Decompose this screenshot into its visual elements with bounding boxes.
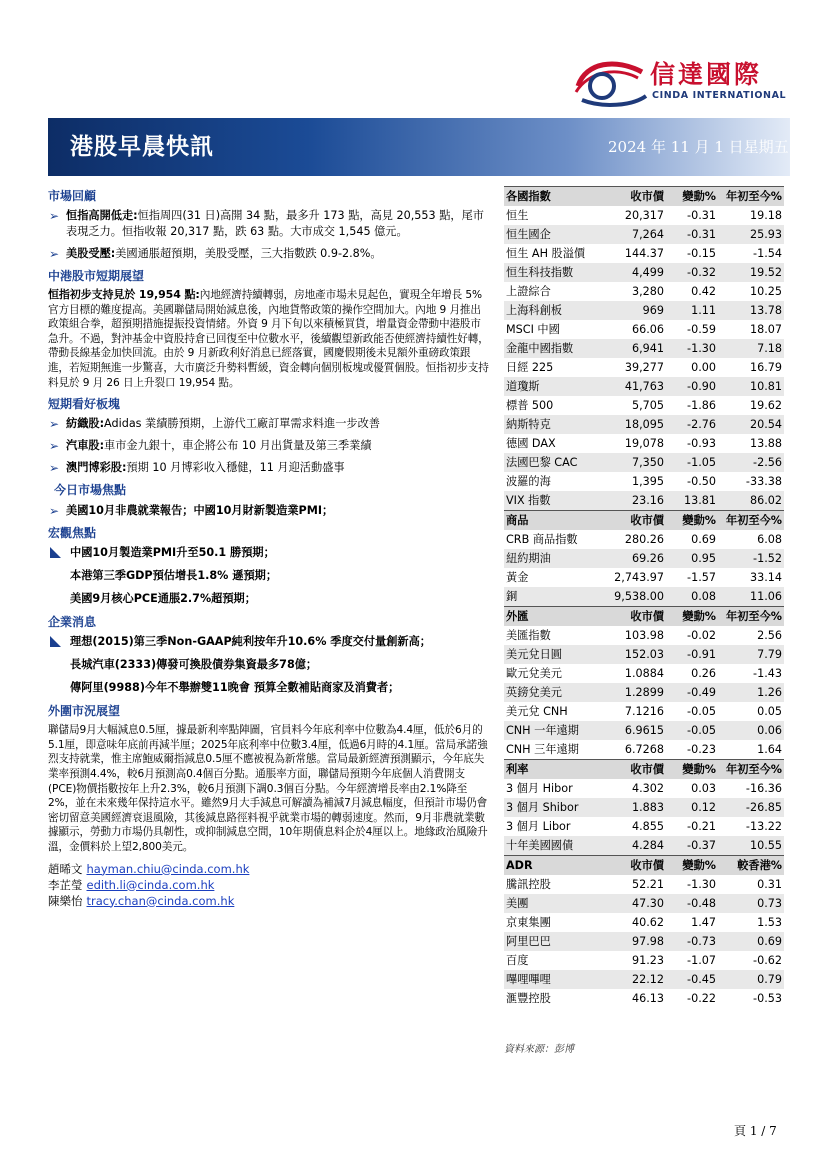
row-value: 6.9615 xyxy=(608,721,664,740)
row-value: 1.11 xyxy=(664,301,716,320)
paragraph-text: 內地經濟持續轉弱，房地產市場未見起色，實現全年增長 5%官方目標的難度提高。美國聯儲局開始減息後，內地貨幣政策的操作空間加大。內地 9 月推出政策組合拳，超預期措施提振投資情緒。外資 9 月下旬以來積極買貨，增量資金帶動中港股市急升。不過，對沖基金中資股持倉已回復至中位數水平，後續觀望新政能否使經濟持續性好轉，帶動長線基金加快回流。由於 9 月新政利好消息已經落實，國慶假期後未見額外重磅政策跟進，若短期無進一步驚喜，大市廣泛升勢料暫緩，資金轉向個別板塊或優質個股。恒指初步支持料見於 9 月 26 日上升裂口 19,954 點。 xyxy=(48,289,489,389)
row-value: -1.57 xyxy=(687,571,716,584)
table-row xyxy=(504,396,784,415)
table-row xyxy=(504,377,784,396)
row-label: 恒生 xyxy=(506,209,529,222)
row-label: 黃金 xyxy=(506,571,529,584)
row-label: CNH 三年遠期 xyxy=(506,743,579,756)
item-text: 恒指周四(31 日)高開 34 點，最多升 173 點，高見 20,553 點，尾市表現乏力。恒指收報 20,317 點，跌 63 點。大市成交 1,545 億元。 xyxy=(66,209,484,238)
row-value: 18.07 xyxy=(749,323,782,336)
row-value: 0.31 xyxy=(757,878,782,891)
arrow-bullet-icon: ➢ xyxy=(49,461,60,476)
row-value: 7,350 xyxy=(608,453,664,472)
header-cell: 收市價 xyxy=(608,187,664,207)
row-value: -0.45 xyxy=(664,970,716,989)
table-row xyxy=(504,282,784,301)
header-cell: 變動% xyxy=(664,856,716,876)
macro-item: 本港第三季GDP預估增長1.8% 遜預期； xyxy=(70,569,278,583)
row-label: VIX 指數 xyxy=(504,491,608,511)
row-value: -0.31 xyxy=(687,209,716,222)
row-value: -26.85 xyxy=(716,798,784,817)
row-label: 金龍中國指數 xyxy=(504,339,608,358)
row-value: 47.30 xyxy=(608,894,664,913)
row-value: 6.08 xyxy=(757,533,782,546)
row-value: 66.06 xyxy=(631,323,664,336)
item-bold: 汽車股: xyxy=(66,439,105,453)
item-text: 中國10月製造業PMI升至50.1 勝預期； xyxy=(70,546,275,560)
table-row xyxy=(504,970,784,989)
row-value: 0.12 xyxy=(664,798,716,817)
row-value: 13.88 xyxy=(749,437,782,450)
row-value: 39,277 xyxy=(624,361,664,374)
table-row xyxy=(504,453,784,472)
item-bold: 紡織股: xyxy=(66,417,105,431)
short-term-title: 中港股市短期展望 xyxy=(48,269,145,283)
row-value: -0.02 xyxy=(687,629,716,642)
row-label: 美元兌日圓 xyxy=(504,645,608,664)
row-label: 銅 xyxy=(504,587,608,607)
table-row xyxy=(504,836,784,856)
row-value: -0.15 xyxy=(687,247,716,260)
row-value: 0.06 xyxy=(716,721,784,740)
row-value: 91.23 xyxy=(631,954,664,967)
today-focus-item xyxy=(48,503,490,519)
row-value: 2.56 xyxy=(757,629,782,642)
row-value: 7.79 xyxy=(716,645,784,664)
contact-email-link[interactable]: tracy.chan@cinda.com.hk xyxy=(86,893,235,908)
arrow-bullet-icon: ➢ xyxy=(49,439,60,454)
row-value: -0.23 xyxy=(687,743,716,756)
macro-title: 宏觀焦點 xyxy=(48,526,97,541)
macro-item: 美國9月核心PCE通脹2.7%超預期； xyxy=(70,592,256,606)
row-label: CNH 一年遠期 xyxy=(504,721,608,740)
arrow-bullet-icon: ➢ xyxy=(49,209,60,223)
row-value: 5,705 xyxy=(631,399,664,412)
row-label: 騰訊控股 xyxy=(506,878,551,891)
item-bold: 美股受壓: xyxy=(66,247,116,260)
row-label: 3 個月 Libor xyxy=(506,820,571,833)
row-value: -0.05 xyxy=(687,705,716,718)
row-value: 3,280 xyxy=(631,285,664,298)
market-data-table xyxy=(504,186,784,1008)
row-value: 97.98 xyxy=(608,932,664,951)
arrow-bullet-icon: ➢ xyxy=(49,247,60,261)
table-row xyxy=(504,434,784,453)
table-row xyxy=(504,683,784,702)
header-cell: 收市價 xyxy=(608,511,664,531)
header-cell: 各國指數 xyxy=(504,187,608,207)
row-label: 十年美國國債 xyxy=(504,836,608,856)
row-value: 69.26 xyxy=(608,549,664,568)
table-row xyxy=(504,472,784,491)
page-number: 頁 1 / 7 xyxy=(734,1124,777,1138)
row-value: 10.81 xyxy=(716,377,784,396)
logo-text-en: CINDA INTERNATIONAL xyxy=(652,90,787,101)
row-label: 道瓊斯 xyxy=(504,377,608,396)
table-row xyxy=(504,645,784,664)
row-value: 0.95 xyxy=(664,549,716,568)
today-focus-title: 今日市場焦點 xyxy=(54,483,127,498)
table-row xyxy=(504,702,784,721)
row-value: -2.76 xyxy=(664,415,716,434)
row-label: 納斯特克 xyxy=(504,415,608,434)
row-value: 19.18 xyxy=(749,209,782,222)
row-value: 18,095 xyxy=(608,415,664,434)
table-row xyxy=(504,664,784,683)
row-value: 6,941 xyxy=(608,339,664,358)
table-row xyxy=(504,339,784,358)
row-value: -13.22 xyxy=(745,820,782,833)
row-value: 41,763 xyxy=(608,377,664,396)
row-value: -1.43 xyxy=(753,667,782,680)
row-value: -1.05 xyxy=(664,453,716,472)
header-cell: 變動% xyxy=(664,760,716,780)
table-row xyxy=(504,951,784,970)
header-cell: 年初至今% xyxy=(716,760,784,780)
paragraph-bold: 恒指初步支持見於 19,954 點: xyxy=(48,288,200,301)
row-label: 恒生科技指數 xyxy=(504,263,608,282)
row-value: 19,078 xyxy=(624,437,664,450)
table-section-header xyxy=(504,760,784,780)
row-value: -1.07 xyxy=(687,954,716,967)
row-value: 1,395 xyxy=(631,475,664,488)
sector-item xyxy=(48,416,490,432)
market-review-item xyxy=(48,208,490,240)
arrow-bullet-icon: ➢ xyxy=(49,417,60,432)
row-value: 19.52 xyxy=(716,263,784,282)
row-value: 1.47 xyxy=(691,916,716,929)
row-value: 52.21 xyxy=(631,878,664,891)
row-value: -16.36 xyxy=(745,782,782,795)
table-row xyxy=(504,263,784,282)
row-label: 德國 DAX xyxy=(506,437,556,450)
row-label: 百度 xyxy=(506,954,529,967)
row-value: 46.13 xyxy=(631,992,664,1005)
row-value: 23.16 xyxy=(608,491,664,511)
row-value: 20,317 xyxy=(624,209,664,222)
item-text: Adidas 業績勝預期，上游代工廠訂單需求料進一步改善 xyxy=(104,417,380,431)
table-row xyxy=(504,587,784,607)
table-row xyxy=(504,894,784,913)
row-value: 1.26 xyxy=(716,683,784,702)
sectors-title: 短期看好板塊 xyxy=(48,397,121,412)
row-label: 3 個月 Hibor xyxy=(506,782,573,795)
row-value: 0.42 xyxy=(691,285,716,298)
table-section-header xyxy=(504,511,784,531)
row-value: 33.14 xyxy=(749,571,782,584)
row-value: -0.93 xyxy=(687,437,716,450)
row-value: 0.69 xyxy=(716,932,784,951)
corporate-item: 傳阿里(9988)今年不舉辦雙11晚會 預算全數補貼商家及消費者； xyxy=(70,681,400,695)
header-cell: 收市價 xyxy=(608,607,664,627)
row-label: 美團 xyxy=(504,894,608,913)
row-value: 0.69 xyxy=(691,533,716,546)
table-row xyxy=(504,320,784,339)
item-text: 車市金九銀十，車企將公布 10 月出貨量及第三季業績 xyxy=(104,439,372,453)
left-column xyxy=(48,188,490,909)
row-value: -0.48 xyxy=(664,894,716,913)
arrow-bullet-icon: ➢ xyxy=(49,504,60,519)
row-value: -1.30 xyxy=(664,339,716,358)
row-value: -0.53 xyxy=(753,992,782,1005)
table-row xyxy=(504,301,784,320)
row-value: 0.05 xyxy=(757,705,782,718)
header-cell: 較香港% xyxy=(716,856,784,876)
header-cell: 商品 xyxy=(504,511,608,531)
row-value: 7,264 xyxy=(608,225,664,244)
short-term-paragraph xyxy=(48,288,490,390)
row-label: 美元兌 CNH xyxy=(506,705,568,718)
header-cell: 變動% xyxy=(664,511,716,531)
row-value: -0.05 xyxy=(664,721,716,740)
table-row xyxy=(504,244,784,263)
item-text: 預期 10 月博彩收入穩健，11 月迎活動盛事 xyxy=(126,461,345,475)
row-value: -0.49 xyxy=(664,683,716,702)
macro-item xyxy=(48,545,490,561)
row-value: 40.62 xyxy=(631,916,664,929)
row-value: 0.08 xyxy=(664,587,716,607)
row-value: 1.64 xyxy=(757,743,782,756)
table-section-header xyxy=(504,856,784,876)
row-value: 11.06 xyxy=(716,587,784,607)
table-row xyxy=(504,415,784,434)
row-value: 4.302 xyxy=(631,782,664,795)
row-value: -0.90 xyxy=(664,377,716,396)
row-label: 標普 500 xyxy=(506,399,554,412)
row-value: -0.31 xyxy=(664,225,716,244)
contact-name: 李芷瑩 xyxy=(48,877,83,892)
header-cell: 年初至今% xyxy=(716,607,784,627)
row-label: 歐元兌美元 xyxy=(506,667,562,680)
row-label: 嗶哩嗶哩 xyxy=(504,970,608,989)
contact-name: 陳樂怡 xyxy=(48,893,83,908)
row-value: 1.2899 xyxy=(608,683,664,702)
row-value: 20.54 xyxy=(716,415,784,434)
market-review-item xyxy=(48,246,490,262)
row-value: 7.18 xyxy=(716,339,784,358)
row-value: 969 xyxy=(608,301,664,320)
header-cell: 利率 xyxy=(504,760,608,780)
row-value: 0.03 xyxy=(691,782,716,795)
row-value: 4.855 xyxy=(631,820,664,833)
row-label: 3 個月 Shibor xyxy=(504,798,608,817)
table-row xyxy=(504,932,784,951)
table-row xyxy=(504,549,784,568)
row-value: 280.26 xyxy=(624,533,664,546)
row-value: -0.59 xyxy=(687,323,716,336)
header-cell: 變動% xyxy=(664,607,716,627)
row-value: 16.79 xyxy=(749,361,782,374)
logo-text-cn: 信達國際 xyxy=(650,60,763,89)
row-label: 阿里巴巴 xyxy=(504,932,608,951)
corporate-title: 企業消息 xyxy=(48,615,97,630)
row-label: 恒生 AH 股溢價 xyxy=(506,247,586,260)
header-cell: 收市價 xyxy=(608,856,664,876)
row-value: 0.73 xyxy=(716,894,784,913)
table-row xyxy=(504,875,784,894)
header-cell: 年初至今% xyxy=(716,187,784,207)
table-row xyxy=(504,206,784,225)
item-bold: 澳門博彩股: xyxy=(66,461,127,475)
row-value: -0.37 xyxy=(664,836,716,856)
row-value: -0.50 xyxy=(687,475,716,488)
row-value: 86.02 xyxy=(716,491,784,511)
header-cell: ADR xyxy=(504,856,608,876)
row-value: 1.0884 xyxy=(624,667,664,680)
row-value: -1.52 xyxy=(716,549,784,568)
row-value: 0.00 xyxy=(691,361,716,374)
data-source: 資料來源：彭博 xyxy=(504,1044,574,1055)
contact-email-link[interactable]: hayman.chiu@cinda.com.hk xyxy=(86,861,250,876)
contact-email-link[interactable]: edith.li@cinda.com.hk xyxy=(86,877,215,892)
header-cell: 收市價 xyxy=(608,760,664,780)
header-cell: 變動% xyxy=(664,187,716,207)
row-value: 6.7268 xyxy=(624,743,664,756)
corporate-item: 長城汽車(2333)傳發可換股債券集資最多78億； xyxy=(70,658,318,672)
row-value: 22.12 xyxy=(608,970,664,989)
market-data-panel xyxy=(504,186,784,1008)
contact-line xyxy=(48,861,490,877)
overseas-paragraph: 聯儲局9月大幅減息0.5厘，據最新利率點陣圖，官員料今年底利率中位數為4.4厘，低於6月的5.1厘，即意味年底前再減半厘；2025年底利率中位數3.4厘，低過6月時的4.1厘。當局承諾強烈支持就業，惟主席鮑威爾指減息0.5厘不應被視為新常態。當局最新經濟預測顯示，今年底失業率預測4.4%，較6月預測高0.4個百分點。通脹率方面，聯儲局預期今年底個人消費開支(PCE)物價指數按年上升2.3%，較6月預測下調0.3個百分點。今年經濟增長率由2.1%降至2%，並在未來幾年保持這水平。雖然9月大手減息可解讀為補減7月減息幅度，但預計市場仍會密切留意美國經濟衰退風險，其後減息路徑料視乎就業市場的轉弱速度。然而，9月非農就業數據顯示，勞動力市場仍具韌性，或抑制減息空間，10年期債息料企於4厘以上。地緣政治風險升溫，金價料於上望2,800美元。 xyxy=(48,724,488,853)
row-value: 7.1216 xyxy=(624,705,664,718)
report-date: 2024 年 11 月 1 日星期五 xyxy=(608,138,789,156)
row-label: 紐約期油 xyxy=(504,549,608,568)
row-value: -0.91 xyxy=(664,645,716,664)
triangle-bullet-icon xyxy=(50,547,61,558)
item-bold: 美國10月非農就業報告；中國10月財新製造業PMI； xyxy=(66,504,334,518)
table-row xyxy=(504,491,784,511)
table-row xyxy=(504,530,784,549)
header-cell: 外匯 xyxy=(504,607,608,627)
table-row xyxy=(504,225,784,244)
triangle-bullet-icon xyxy=(50,636,61,647)
page-title: 港股早晨快訊 xyxy=(70,134,214,160)
row-label: 法國巴黎 CAC xyxy=(504,453,608,472)
item-bold: 恒指高開低走: xyxy=(66,209,138,222)
row-label: 波羅的海 xyxy=(506,475,551,488)
table-row xyxy=(504,740,784,760)
row-label: 恒生國企 xyxy=(504,225,608,244)
row-value: 2,743.97 xyxy=(614,571,664,584)
row-value: -1.86 xyxy=(687,399,716,412)
row-label: MSCI 中國 xyxy=(506,323,560,336)
row-value: -0.22 xyxy=(687,992,716,1005)
contact-name: 趙晞文 xyxy=(48,861,83,876)
table-row xyxy=(504,798,784,817)
table-row xyxy=(504,817,784,836)
corporate-item xyxy=(48,634,490,650)
row-label: 滙豐控股 xyxy=(506,992,551,1005)
row-value: -1.30 xyxy=(687,878,716,891)
row-value: -0.32 xyxy=(664,263,716,282)
row-value: 0.79 xyxy=(716,970,784,989)
table-row xyxy=(504,358,784,377)
row-value: 13.81 xyxy=(664,491,716,511)
table-section-header xyxy=(504,607,784,627)
market-review-title: 市場回顧 xyxy=(48,189,97,203)
row-value: 1.53 xyxy=(757,916,782,929)
row-value: 103.98 xyxy=(624,629,664,642)
row-label: 京東集團 xyxy=(506,916,551,929)
row-value: -2.56 xyxy=(716,453,784,472)
row-label: 上證綜合 xyxy=(506,285,551,298)
contact-line xyxy=(48,893,490,909)
row-value: 4,499 xyxy=(608,263,664,282)
row-value: -0.73 xyxy=(664,932,716,951)
row-value: 13.78 xyxy=(716,301,784,320)
table-row xyxy=(504,913,784,932)
item-text: 理想(2015)第三季Non-GAAP純利按年升10.6% 季度交付量創新高； xyxy=(70,635,431,649)
row-label: 美匯指數 xyxy=(506,629,551,642)
header-cell: 年初至今% xyxy=(716,511,784,531)
row-value: 25.93 xyxy=(716,225,784,244)
row-value: -0.21 xyxy=(687,820,716,833)
row-value: 1.883 xyxy=(608,798,664,817)
overseas-title: 外圍市況展望 xyxy=(48,704,121,719)
row-label: 日經 225 xyxy=(506,361,554,374)
row-value: 0.26 xyxy=(691,667,716,680)
sector-item xyxy=(48,438,490,454)
table-row xyxy=(504,989,784,1008)
row-value: -33.38 xyxy=(745,475,782,488)
table-row xyxy=(504,568,784,587)
contact-line xyxy=(48,877,490,893)
table-row xyxy=(504,779,784,798)
row-value: 4.284 xyxy=(608,836,664,856)
row-value: 152.03 xyxy=(608,645,664,664)
table-section-header xyxy=(504,187,784,207)
row-label: 上海科創板 xyxy=(504,301,608,320)
row-value: 144.37 xyxy=(624,247,664,260)
sector-item xyxy=(48,460,490,476)
row-value: 10.55 xyxy=(716,836,784,856)
table-row xyxy=(504,721,784,740)
row-value: 9,538.00 xyxy=(608,587,664,607)
row-label: 英鎊兌美元 xyxy=(504,683,608,702)
row-label: CRB 商品指數 xyxy=(506,533,578,546)
row-value: 19.62 xyxy=(749,399,782,412)
row-value: 10.25 xyxy=(749,285,782,298)
table-row xyxy=(504,626,784,645)
row-value: -1.54 xyxy=(753,247,782,260)
item-text: 美國通脹超預期，美股受壓，三大指數跌 0.9-2.8%。 xyxy=(115,247,382,260)
row-value: -0.62 xyxy=(753,954,782,967)
